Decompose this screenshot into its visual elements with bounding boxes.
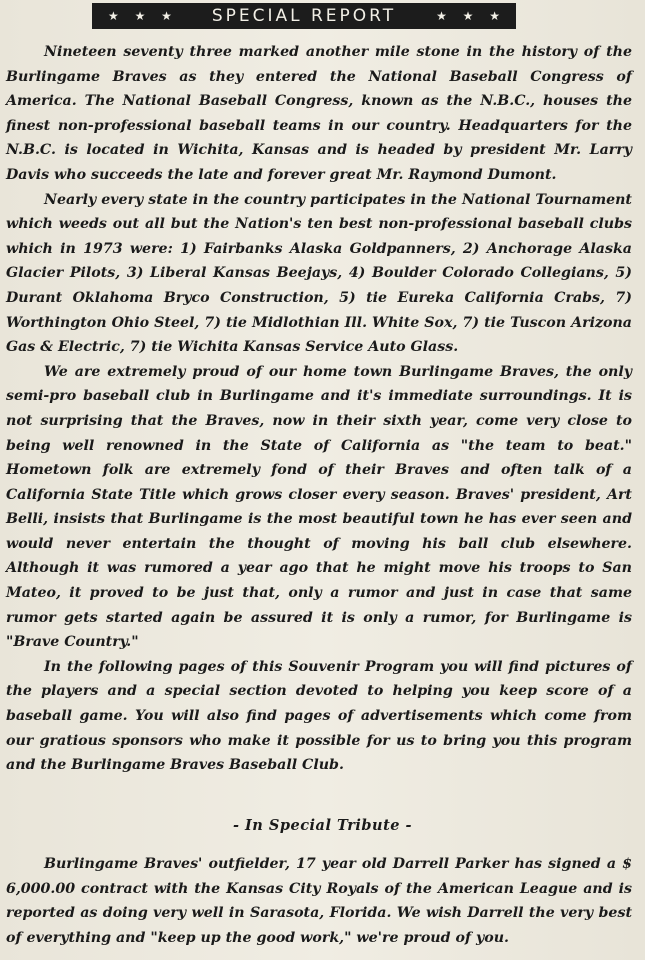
paragraph-nbc-history: Nineteen seventy three marked another mile stone in the history of the Burlingame Braves as they entered the National Baseball Congress of America. The National Baseball Congress, known as the N.B.C., houses the finest non-professional baseball teams in our country. Headquarters for the N.B.C. is located in Wichita, Kansas and is headed by president Mr. Larry Davis who succeeds the late and forever great Mr. Raymond Dumont. [6, 44, 632, 183]
paragraph-souvenir-program: In the following pages of this Souvenir Program you will find pictures of the players and a special section devoted to helping you keep score of a baseball game. You will also find pages of advertisements which come from our gratious sponsors who make it possible for us to bring you this program and the Burlingame Braves Baseball Club. [6, 658, 632, 774]
tribute-paragraph: Burlingame Braves' outfielder, 17 year old Darrell Parker has signed a $ 6,000.00 contract with the Kansas City Royals of the American League and is reported as doing very well in Sarasota, Florida. We wish Darrell the very best of everything and "keep up the good work," we're proud of you. [6, 856, 632, 946]
banner-stars-left: ★ ★ ★ [108, 9, 178, 23]
report-body [6, 40, 632, 778]
tribute-section [6, 852, 632, 950]
paragraph-national-tournament: Nearly every state in the country participates in the National Tournament which weeds out all but the Nation's ten best non-professional baseball clubs which in 1973 were: 1) Fairbanks Alaska Goldpanners, 2) Anchorage Alaska Glacier Pilots, 3) Liberal Kansas Beejays, 4) Boulder Colorado Collegians, 5) Durant Oklahoma Bryco Construction, 5) tie Eureka California Crabs, 7) Worthington Ohio Steel, 7) tie Midlothian Ill. White Sox, 7) tie Tuscon Arizona Gas & Electric, 7) tie Wichita Kansas Service Auto Glass. [6, 191, 632, 356]
paragraph-hometown-pride: We are extremely proud of our home town Burlingame Braves, the only semi-pro baseball club in Burlingame and it's immediate surroundings. It is not surprising that the Braves, now in their sixth year, come very close to being well renowned in the State of California as "the team to beat." Hometown folk are extremely fond of their Braves and often talk of a California State Title which grows closer every season. Braves' president, Art Belli, insists that Burlingame is the most beautiful town he has ever seen and would never entertain the thought of moving his ball club elsewhere. Although it was rumored a year ago that he might move his troops to San Mateo, it proved to be just that, only a rumor and just in case that same rumor gets started again be assured it is only a rumor, for Burlingame is "Brave Country." [6, 363, 632, 651]
tribute-heading: - In Special Tribute - [232, 817, 413, 834]
banner-title: SPECIAL REPORT [211, 6, 397, 26]
banner-stars-right: ★ ★ ★ [436, 9, 506, 23]
special-report-banner [92, 3, 516, 29]
